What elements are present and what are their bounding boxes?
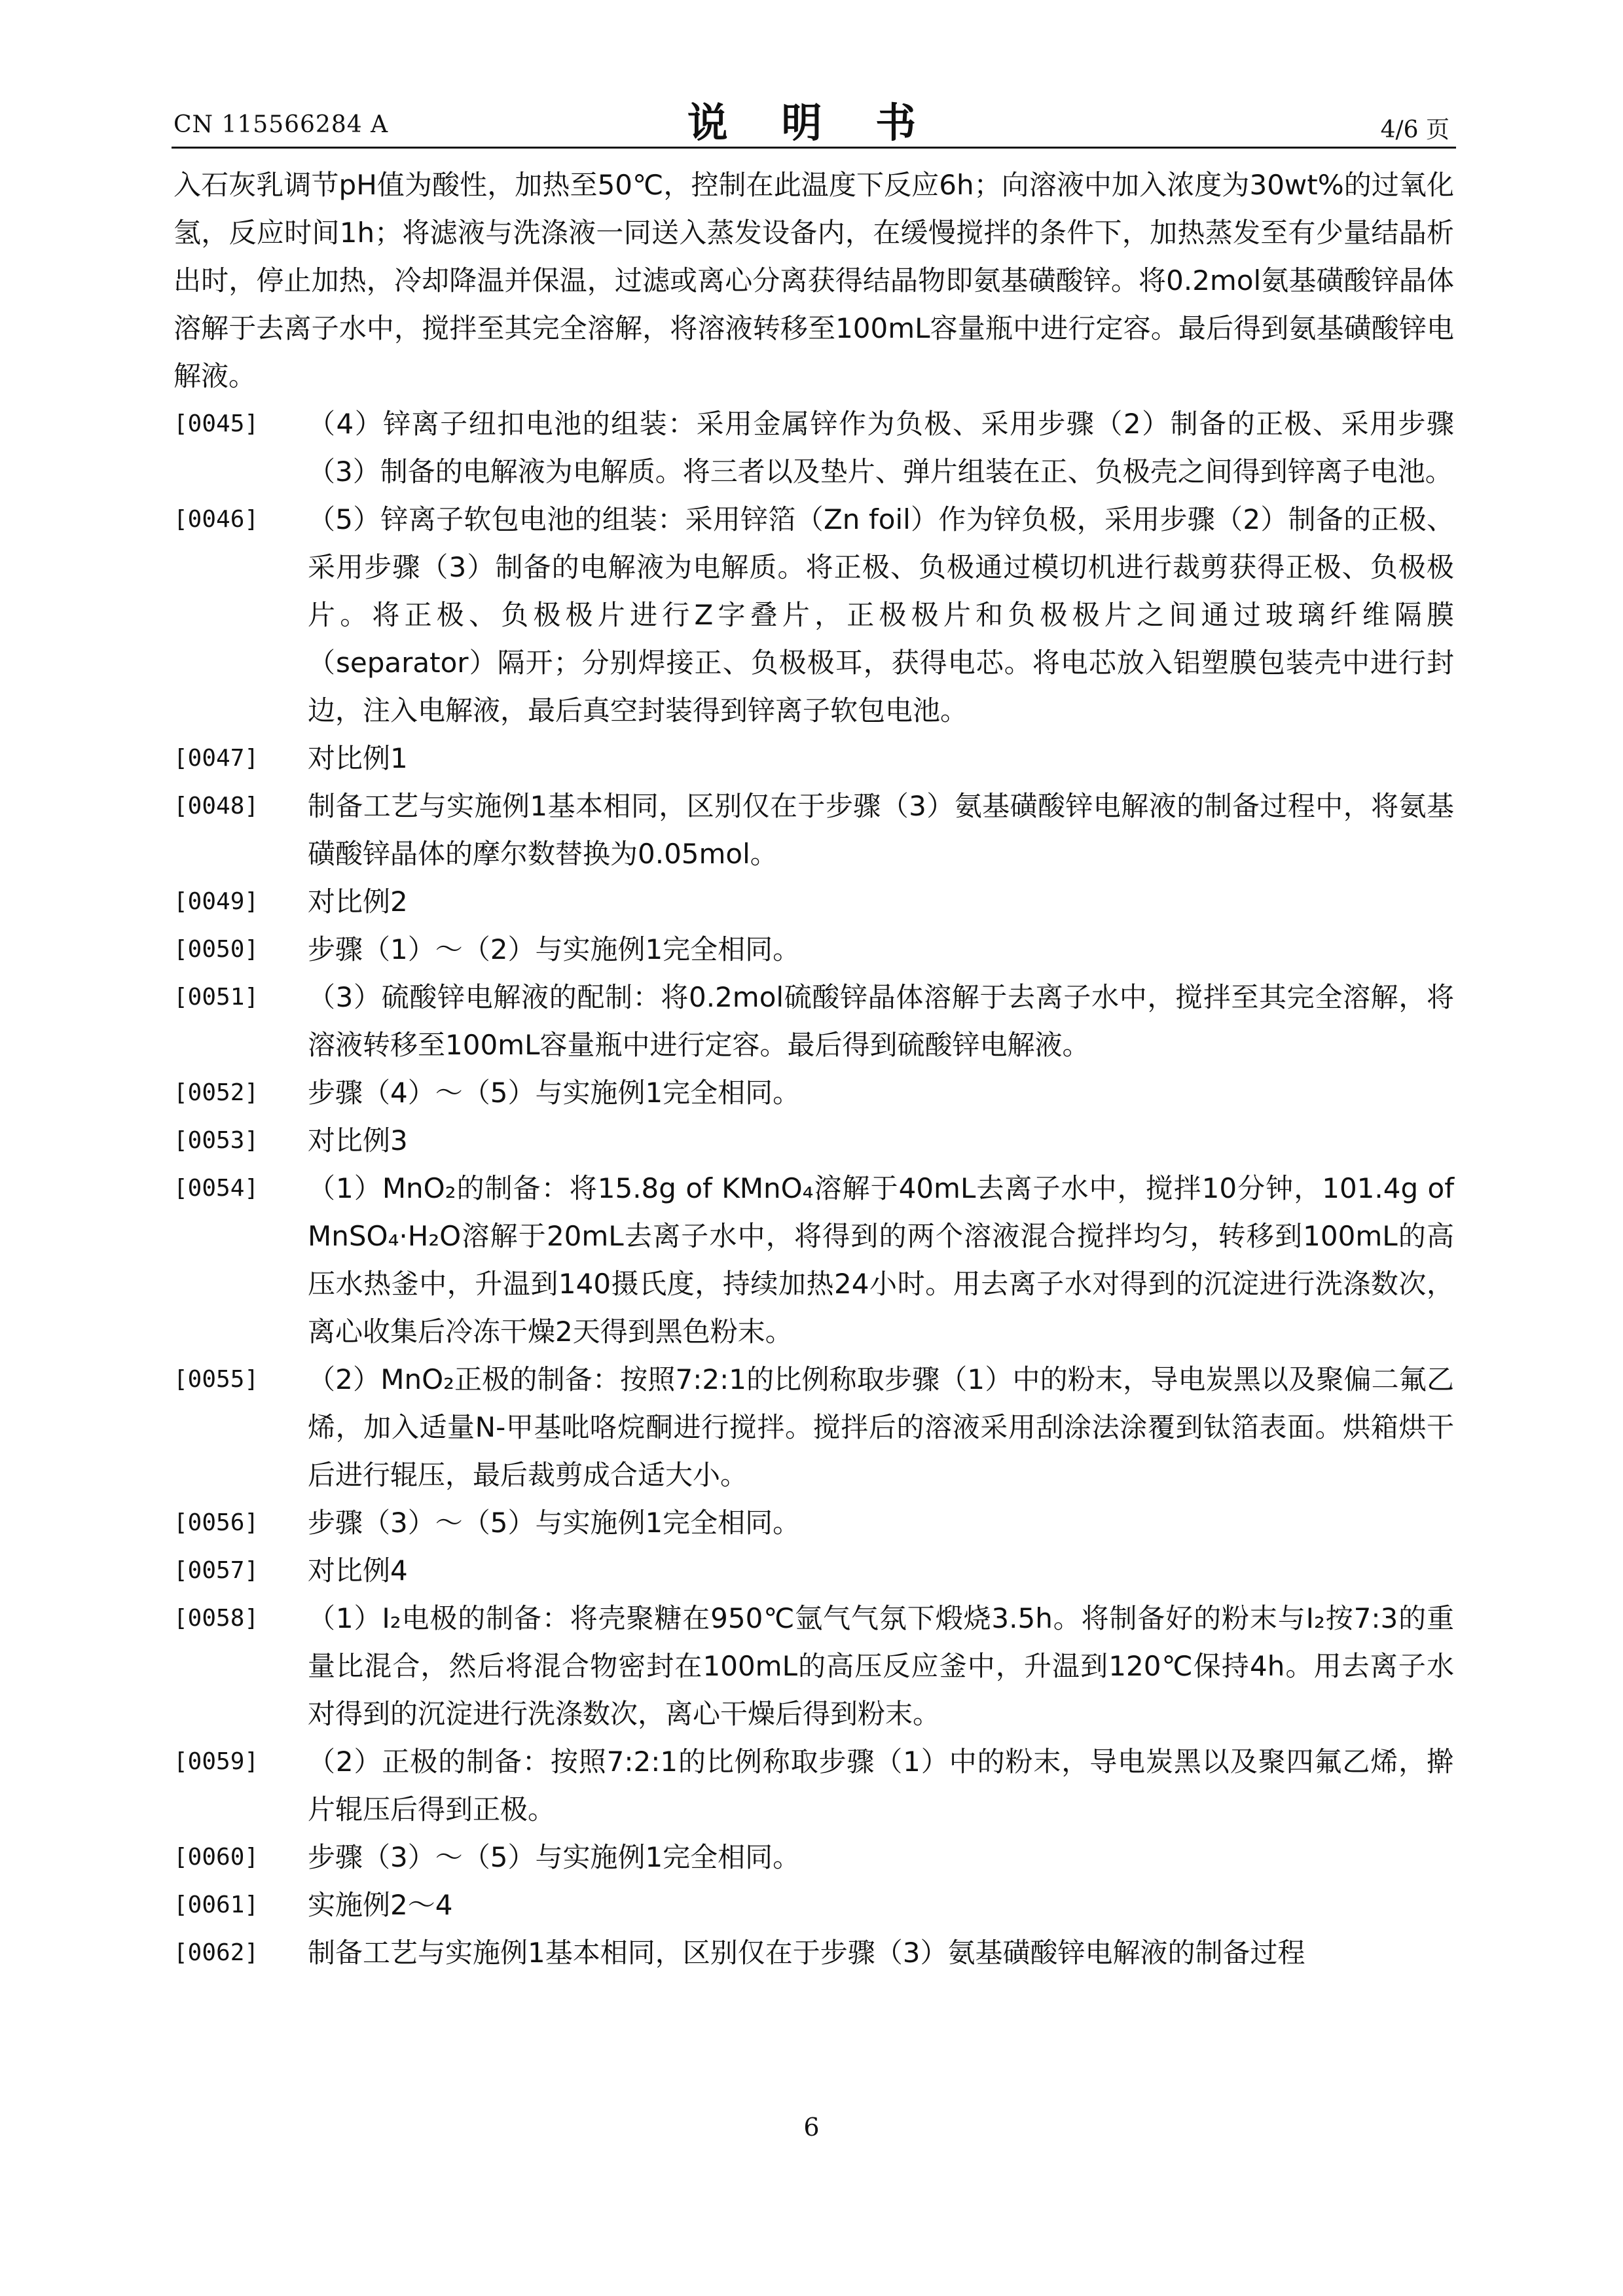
paragraph-0060 <box>173 1833 1454 1881</box>
paragraph-number: [0055] <box>173 1366 259 1393</box>
paragraph-text: 步骤（4）～（5）与实施例1完全相同。 <box>308 1077 801 1109</box>
paragraph-text: （1）I₂电极的制备：将壳聚糖在950℃氩气气氛下煅烧3.5h。将制备好的粉末与I₂按7:3的重量比混合，然后将混合物密封在100mL的高压反应釜中，升温到120℃保持4h。用去离子水对得到的沉淀进行洗涤数次，离心干燥后得到粉末。 <box>308 1602 1454 1730</box>
paragraph-text: （5）锌离子软包电池的组装：采用锌箔（Zn foil）作为锌负极，采用步骤（2）制备的正极、采用步骤（3）制备的电解液为电解质。将正极、负极通过模切机进行裁剪获得正极、负极极片。将正极、负极极片进行Z字叠片，正极极片和负极极片之间通过玻璃纤维隔膜（separator）隔开；分别焊接正、负极极耳，获得电芯。将电芯放入铝塑膜包装壳中进行封边，注入电解液，最后真空封装得到锌离子软包电池。 <box>308 503 1454 726</box>
paragraph-text: 步骤（1）～（2）与实施例1完全相同。 <box>308 933 801 965</box>
header-divider <box>172 147 1456 149</box>
paragraph-number: [0053] <box>173 1127 259 1154</box>
document-number: CN 115566284 A <box>173 111 389 138</box>
paragraph-text: （1）MnO₂的制备：将15.8g of KMnO₄溶解于40mL去离子水中，搅拌10分钟，101.4g of MnSO₄·H₂O溶解于20mL去离子水中，将得到的两个溶液混合搅拌均匀，转移到100mL的高压水热釜中，升温到140摄氏度，持续加热24小时。用去离子水对得到的沉淀进行洗涤数次，离心收集后冷冻干燥2天得到黑色粉末。 <box>308 1172 1454 1348</box>
paragraph-number: [0045] <box>173 410 259 437</box>
paragraph-text: 制备工艺与实施例1基本相同，区别仅在于步骤（3）氨基磺酸锌电解液的制备过程 <box>308 1937 1305 1969</box>
paragraph-text: 实施例2～4 <box>308 1889 453 1921</box>
paragraph-number: [0056] <box>173 1509 259 1536</box>
paragraph-text: （4）锌离子纽扣电池的组装：采用金属锌作为负极、采用步骤（2）制备的正极、采用步骤（3）制备的电解液为电解质。将三者以及垫片、弹片组装在正、负极壳之间得到锌离子电池。 <box>308 408 1454 488</box>
paragraph-text: 对比例1 <box>308 742 408 774</box>
paragraph-text: 制备工艺与实施例1基本相同，区别仅在于步骤（3）氨基磺酸锌电解液的制备过程中，将氨基磺酸锌晶体的摩尔数替换为0.05mol。 <box>308 790 1454 870</box>
paragraph-0062 <box>173 1929 1454 1977</box>
paragraph-number: [0058] <box>173 1605 259 1632</box>
paragraph-0048 <box>173 782 1454 878</box>
paragraph-number: [0046] <box>173 506 259 533</box>
page-number: 6 <box>803 2113 820 2142</box>
paragraph-text: 对比例2 <box>308 886 408 918</box>
paragraph-0050 <box>173 925 1454 973</box>
paragraph-0052 <box>173 1069 1454 1117</box>
paragraph-0054 <box>173 1164 1454 1355</box>
paragraph-0046 <box>173 495 1454 734</box>
paragraph-text: 步骤（3）～（5）与实施例1完全相同。 <box>308 1507 801 1539</box>
paragraph-text: 对比例3 <box>308 1124 408 1157</box>
paragraph-0051 <box>173 973 1454 1069</box>
paragraph-number: [0052] <box>173 1079 259 1106</box>
paragraph-number: [0061] <box>173 1892 259 1918</box>
paragraph-0056 <box>173 1499 1454 1547</box>
paragraph-0049 <box>173 878 1454 925</box>
paragraph-0045 <box>173 400 1454 495</box>
paragraph-0053 <box>173 1117 1454 1164</box>
paragraph-text: （3）硫酸锌电解液的配制：将0.2mol硫酸锌晶体溶解于去离子水中，搅拌至其完全溶解，将溶液转移至100mL容量瓶中进行定容。最后得到硫酸锌电解液。 <box>308 981 1454 1061</box>
continuation-paragraph: 入石灰乳调节pH值为酸性，加热至50℃，控制在此温度下反应6h；向溶液中加入浓度为30wt%的过氧化氢，反应时间1h；将滤液与洗涤液一同送入蒸发设备内，在缓慢搅拌的条件下，加热蒸发至有少量结晶析出时，停止加热，冷却降温并保温，过滤或离心分离获得结晶物即氨基磺酸锌。将0.2mol氨基磺酸锌晶体溶解于去离子水中，搅拌至其完全溶解，将溶液转移至100mL容量瓶中进行定容。最后得到氨基磺酸锌电解液。 <box>173 169 1454 392</box>
paragraph-number: [0047] <box>173 745 259 772</box>
document-title: 说 明 书 <box>687 99 936 147</box>
paragraph-number: [0059] <box>173 1748 259 1775</box>
document-body <box>173 161 1454 1977</box>
paragraph-number: [0060] <box>173 1844 259 1871</box>
paragraph-number: [0048] <box>173 793 259 819</box>
paragraph-0058 <box>173 1594 1454 1738</box>
paragraph-number: [0049] <box>173 888 259 915</box>
paragraph-number: [0050] <box>173 936 259 963</box>
paragraph-text: （2）正极的制备：按照7:2:1的比例称取步骤（1）中的粉末，导电炭黑以及聚四氟乙烯，擀片辊压后得到正极。 <box>308 1746 1454 1825</box>
paragraph-text: （2）MnO₂正极的制备：按照7:2:1的比例称取步骤（1）中的粉末，导电炭黑以及聚偏二氟乙烯，加入适量N-甲基吡咯烷酮进行搅拌。搅拌后的溶液采用刮涂法涂覆到钛箔表面。烘箱烘干后进行辊压，最后裁剪成合适大小。 <box>308 1363 1454 1491</box>
paragraph-0055 <box>173 1355 1454 1499</box>
paragraph-text: 对比例4 <box>308 1554 408 1587</box>
paragraph-0059 <box>173 1738 1454 1833</box>
paragraph-number: [0054] <box>173 1175 259 1202</box>
paragraph-number: [0051] <box>173 984 259 1011</box>
paragraph-number: [0057] <box>173 1557 259 1584</box>
page-indicator: 4/6 页 <box>1380 117 1450 143</box>
paragraph-0047 <box>173 734 1454 782</box>
paragraph-number: [0062] <box>173 1939 259 1966</box>
paragraph-0057 <box>173 1547 1454 1594</box>
paragraph-0061 <box>173 1881 1454 1929</box>
paragraph-text: 步骤（3）～（5）与实施例1完全相同。 <box>308 1841 801 1873</box>
